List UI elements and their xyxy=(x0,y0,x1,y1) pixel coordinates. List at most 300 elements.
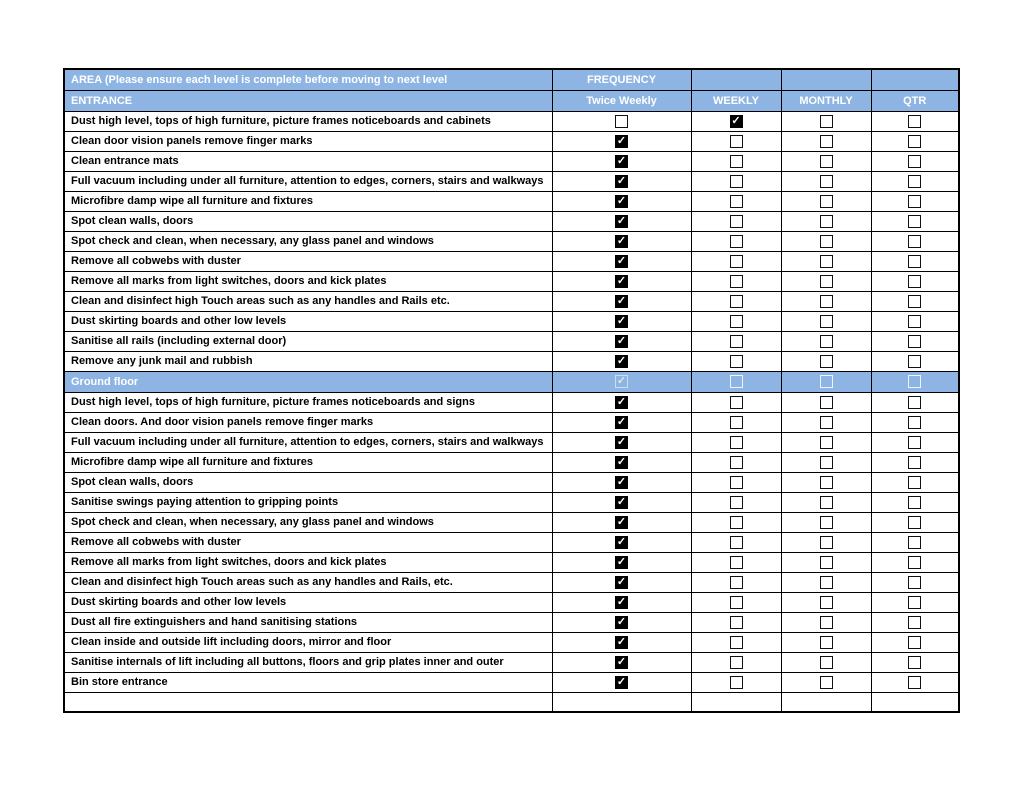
task-row xyxy=(64,311,959,331)
checkbox-checked[interactable]: ✓ xyxy=(616,254,627,267)
checkbox-unchecked[interactable] xyxy=(730,155,743,168)
checkbox-cell xyxy=(691,171,781,191)
task-row xyxy=(64,231,959,251)
checkbox-cell xyxy=(871,392,959,412)
checkbox-unchecked[interactable] xyxy=(908,255,921,268)
checkbox-unchecked[interactable] xyxy=(820,576,833,589)
checkbox-checked[interactable]: ✓ xyxy=(616,214,627,227)
checkbox-checked[interactable]: ✓ xyxy=(616,595,627,608)
checkbox-cell xyxy=(871,351,959,371)
checkbox-unchecked[interactable] xyxy=(730,596,743,609)
checkbox-checked[interactable]: ✓ xyxy=(616,134,627,147)
task-label: Dust high level, tops of high furniture, picture frames noticeboards and signs xyxy=(64,392,552,412)
checkbox-unchecked[interactable] xyxy=(730,456,743,469)
checkbox-unchecked[interactable] xyxy=(908,195,921,208)
checkbox-unchecked[interactable] xyxy=(730,536,743,549)
task-row xyxy=(64,191,959,211)
checkbox-cell xyxy=(871,492,959,512)
task-label: Remove all cobwebs with duster xyxy=(64,532,552,552)
checkbox-unchecked[interactable] xyxy=(820,596,833,609)
checkbox-cell xyxy=(871,572,959,592)
checkbox-unchecked[interactable] xyxy=(908,335,921,348)
checkbox-cell xyxy=(552,632,691,652)
checkbox-unchecked[interactable] xyxy=(730,576,743,589)
checkbox-unchecked[interactable] xyxy=(615,115,628,128)
checkbox-cell xyxy=(781,351,871,371)
checkbox-unchecked[interactable] xyxy=(730,556,743,569)
column-header-row xyxy=(64,90,959,111)
checkbox-checked[interactable]: ✓ xyxy=(616,655,627,668)
checkbox-unchecked[interactable] xyxy=(820,195,833,208)
checkbox-cell xyxy=(781,412,871,432)
task-row xyxy=(64,412,959,432)
checkbox-unchecked[interactable] xyxy=(730,396,743,409)
checkbox-unchecked[interactable] xyxy=(820,536,833,549)
empty-cell xyxy=(552,692,691,712)
checkbox-cell xyxy=(691,412,781,432)
checkbox-checked[interactable]: ✓ xyxy=(616,274,627,287)
checkbox-cell xyxy=(781,271,871,291)
task-label: Spot clean walls, doors xyxy=(64,211,552,231)
task-label: Spot check and clean, when necessary, any glass panel and windows xyxy=(64,512,552,532)
checkbox-unchecked[interactable] xyxy=(820,155,833,168)
checkbox-cell xyxy=(781,371,871,392)
task-row xyxy=(64,452,959,472)
checkbox-cell xyxy=(781,492,871,512)
checkbox-cell xyxy=(871,231,959,251)
checkbox-checked[interactable]: ✓ xyxy=(616,174,627,187)
empty-row xyxy=(64,692,959,712)
checkbox-checked[interactable]: ✓ xyxy=(616,615,627,628)
checkbox-unchecked[interactable] xyxy=(820,396,833,409)
area-header-cell: AREA (Please ensure each level is complete before moving to next level xyxy=(64,69,552,90)
task-row xyxy=(64,392,959,412)
task-label: Clean door vision panels remove finger marks xyxy=(64,131,552,151)
checkbox-checked[interactable]: ✓ xyxy=(616,515,627,528)
task-label: Clean and disinfect high Touch areas such as any handles and Rails etc. xyxy=(64,291,552,311)
checkbox-unchecked[interactable] xyxy=(908,556,921,569)
task-label: Sanitise swings paying attention to gripping points xyxy=(64,492,552,512)
task-label: Sanitise internals of lift including all buttons, floors and grip plates inner and outer xyxy=(64,652,552,672)
checkbox-cell xyxy=(871,532,959,552)
checkbox-cell xyxy=(871,331,959,351)
checkbox-cell xyxy=(691,311,781,331)
checkbox-cell xyxy=(552,231,691,251)
checkbox-unchecked[interactable] xyxy=(820,436,833,449)
checkbox-cell xyxy=(691,351,781,371)
checkbox-cell xyxy=(781,291,871,311)
empty-header-cell xyxy=(691,69,781,90)
checkbox-cell xyxy=(552,552,691,572)
checkbox-cell xyxy=(781,151,871,171)
checkbox-unchecked[interactable] xyxy=(820,456,833,469)
checkbox-cell xyxy=(691,392,781,412)
checkbox-cell xyxy=(781,171,871,191)
checkbox-checked[interactable]: ✓ xyxy=(616,354,627,367)
empty-cell xyxy=(691,692,781,712)
task-row xyxy=(64,351,959,371)
checkbox-checked[interactable]: ✓ xyxy=(616,555,627,568)
checkbox-unchecked[interactable] xyxy=(730,135,743,148)
checkbox-unchecked[interactable] xyxy=(820,636,833,649)
checkbox-unchecked[interactable] xyxy=(730,516,743,529)
checkbox-cell xyxy=(691,452,781,472)
task-row xyxy=(64,331,959,351)
task-row xyxy=(64,211,959,231)
checkbox-unchecked[interactable] xyxy=(730,295,743,308)
checkbox-cell xyxy=(552,331,691,351)
checkbox-cell xyxy=(871,432,959,452)
checkbox-cell xyxy=(781,512,871,532)
checkbox-cell xyxy=(691,492,781,512)
checkbox-unchecked[interactable] xyxy=(908,416,921,429)
task-row xyxy=(64,151,959,171)
checkbox-unchecked[interactable] xyxy=(908,295,921,308)
checkbox-cell xyxy=(871,472,959,492)
checkbox-cell xyxy=(781,131,871,151)
checkbox-unchecked[interactable] xyxy=(820,656,833,669)
checkbox-cell xyxy=(781,672,871,692)
checkbox-checked[interactable]: ✓ xyxy=(616,455,627,468)
checkbox-cell xyxy=(691,151,781,171)
task-label: Clean and disinfect high Touch areas such as any handles and Rails, etc. xyxy=(64,572,552,592)
checkbox-unchecked[interactable] xyxy=(908,576,921,589)
checkbox-unchecked[interactable] xyxy=(820,255,833,268)
checkbox-cell xyxy=(781,632,871,652)
checkbox-cell xyxy=(552,371,691,392)
column-header-monthly: MONTHLY xyxy=(781,90,871,111)
checkbox-cell xyxy=(871,191,959,211)
checkbox-unchecked[interactable] xyxy=(908,115,921,128)
empty-cell xyxy=(64,692,552,712)
checkbox-unchecked[interactable] xyxy=(730,355,743,368)
cleaning-checklist-table xyxy=(63,68,960,713)
checkbox-unchecked[interactable] xyxy=(820,676,833,689)
task-label: Dust all fire extinguishers and hand sanitising stations xyxy=(64,612,552,632)
checkbox-cell xyxy=(691,331,781,351)
task-label: Clean doors. And door vision panels remove finger marks xyxy=(64,412,552,432)
checkbox-unchecked[interactable] xyxy=(730,235,743,248)
checkbox-checked[interactable]: ✓ xyxy=(616,635,627,648)
checkbox-unchecked[interactable] xyxy=(820,556,833,569)
checkbox-cell xyxy=(552,452,691,472)
task-label: Full vacuum including under all furniture, attention to edges, corners, stairs and walkways xyxy=(64,171,552,191)
checkbox-cell xyxy=(691,371,781,392)
checkbox-unchecked[interactable] xyxy=(908,596,921,609)
checkbox-cell xyxy=(871,632,959,652)
checkbox-checked[interactable]: ✓ xyxy=(616,575,627,588)
checkbox-cell xyxy=(552,291,691,311)
checkbox-cell xyxy=(871,291,959,311)
checkbox-cell xyxy=(691,592,781,612)
checkbox-cell xyxy=(691,111,781,131)
checkbox-unchecked[interactable] xyxy=(730,616,743,629)
task-row xyxy=(64,171,959,191)
checkbox-cell xyxy=(781,472,871,492)
task-row xyxy=(64,111,959,131)
checkbox-cell xyxy=(871,512,959,532)
checkbox-cell xyxy=(871,131,959,151)
checkbox-cell xyxy=(871,211,959,231)
checkbox-checked[interactable]: ✓ xyxy=(731,114,741,127)
checkbox-cell xyxy=(781,251,871,271)
checkbox-cell xyxy=(552,131,691,151)
checkbox-cell xyxy=(552,171,691,191)
checkbox-cell xyxy=(552,111,691,131)
checkbox-unchecked[interactable] xyxy=(820,335,833,348)
checkbox-unchecked[interactable] xyxy=(908,175,921,188)
task-label: Spot check and clean, when necessary, any glass panel and windows xyxy=(64,231,552,251)
checkbox-checked[interactable]: ✓ xyxy=(616,535,627,548)
checkbox-unchecked[interactable] xyxy=(820,275,833,288)
checkbox-cell xyxy=(871,612,959,632)
checkbox-unchecked[interactable] xyxy=(820,616,833,629)
checkbox-unchecked[interactable] xyxy=(908,496,921,509)
checkbox-unchecked[interactable] xyxy=(820,375,833,388)
checkbox-cell xyxy=(552,672,691,692)
checkbox-unchecked[interactable] xyxy=(730,375,743,388)
checkbox-unchecked[interactable] xyxy=(908,135,921,148)
task-row xyxy=(64,672,959,692)
checkbox-cell xyxy=(781,612,871,632)
table-body xyxy=(64,111,959,712)
checkbox-checked[interactable]: ✓ xyxy=(616,154,627,167)
checkbox-unchecked[interactable] xyxy=(730,676,743,689)
task-label: Remove any junk mail and rubbish xyxy=(64,351,552,371)
checkbox-unchecked[interactable] xyxy=(908,396,921,409)
checkbox-checked[interactable]: ✓ xyxy=(616,495,627,508)
checkbox-cell xyxy=(552,412,691,432)
checkbox-cell xyxy=(871,271,959,291)
area-frequency-header-row xyxy=(64,69,959,90)
checkbox-cell xyxy=(871,311,959,331)
checkbox-cell xyxy=(871,151,959,171)
column-header-twice-weekly: Twice Weekly xyxy=(552,90,691,111)
checkbox-cell xyxy=(781,211,871,231)
checkbox-unchecked[interactable] xyxy=(908,355,921,368)
checkbox-cell xyxy=(691,131,781,151)
checkbox-cell xyxy=(781,231,871,251)
empty-cell xyxy=(871,692,959,712)
checkbox-unchecked[interactable] xyxy=(730,215,743,228)
checkbox-checked[interactable]: ✓ xyxy=(616,415,627,428)
task-row xyxy=(64,572,959,592)
checkbox-checked[interactable]: ✓ xyxy=(616,294,627,307)
checkbox-unchecked[interactable] xyxy=(730,476,743,489)
task-label: Clean inside and outside lift including doors, mirror and floor xyxy=(64,632,552,652)
task-label: Spot clean walls, doors xyxy=(64,472,552,492)
checkbox-unchecked[interactable] xyxy=(820,315,833,328)
checkbox-cell xyxy=(871,111,959,131)
checkbox-checked[interactable]: ✓ xyxy=(616,194,627,207)
task-row xyxy=(64,652,959,672)
checkbox-cell xyxy=(552,311,691,331)
checkbox-checked[interactable]: ✓ xyxy=(616,375,627,387)
checkbox-cell xyxy=(781,111,871,131)
checkbox-unchecked[interactable] xyxy=(908,636,921,649)
task-label: Remove all marks from light switches, doors and kick plates xyxy=(64,552,552,572)
checkbox-cell xyxy=(691,672,781,692)
checkbox-cell xyxy=(691,612,781,632)
checkbox-cell xyxy=(552,572,691,592)
checkbox-unchecked[interactable] xyxy=(908,155,921,168)
checkbox-unchecked[interactable] xyxy=(908,436,921,449)
checkbox-cell xyxy=(552,532,691,552)
checkbox-cell xyxy=(691,472,781,492)
checkbox-unchecked[interactable] xyxy=(908,215,921,228)
task-label: Full vacuum including under all furniture, attention to edges, corners, stairs and walkways xyxy=(64,432,552,452)
task-row xyxy=(64,552,959,572)
checkbox-cell xyxy=(552,392,691,412)
checkbox-unchecked[interactable] xyxy=(820,416,833,429)
checkbox-unchecked[interactable] xyxy=(820,496,833,509)
checkbox-cell xyxy=(781,572,871,592)
empty-header-cell xyxy=(781,69,871,90)
checkbox-unchecked[interactable] xyxy=(908,476,921,489)
checkbox-unchecked[interactable] xyxy=(908,616,921,629)
task-label: Remove all marks from light switches, doors and kick plates xyxy=(64,271,552,291)
column-header-weekly: WEEKLY xyxy=(691,90,781,111)
checkbox-checked[interactable]: ✓ xyxy=(616,314,627,327)
checkbox-unchecked[interactable] xyxy=(908,375,921,388)
checkbox-cell xyxy=(691,432,781,452)
checkbox-cell xyxy=(552,211,691,231)
checkbox-cell xyxy=(781,311,871,331)
checkbox-cell xyxy=(691,552,781,572)
checkbox-checked[interactable]: ✓ xyxy=(616,334,627,347)
task-row xyxy=(64,632,959,652)
task-row xyxy=(64,492,959,512)
section-entrance-header: ENTRANCE xyxy=(64,90,552,111)
checkbox-unchecked[interactable] xyxy=(908,516,921,529)
frequency-header-cell: FREQUENCY xyxy=(552,69,691,90)
task-label: Microfibre damp wipe all furniture and fixtures xyxy=(64,452,552,472)
checkbox-cell xyxy=(552,251,691,271)
checkbox-cell xyxy=(552,652,691,672)
checkbox-checked[interactable]: ✓ xyxy=(616,395,627,408)
checkbox-cell xyxy=(552,351,691,371)
checkbox-cell xyxy=(691,572,781,592)
checkbox-unchecked[interactable] xyxy=(730,335,743,348)
checkbox-cell xyxy=(871,412,959,432)
checkbox-cell xyxy=(781,652,871,672)
column-header-qtr: QTR xyxy=(871,90,959,111)
checkbox-unchecked[interactable] xyxy=(820,295,833,308)
checkbox-cell xyxy=(691,271,781,291)
checkbox-checked[interactable]: ✓ xyxy=(616,475,627,488)
task-label: Clean entrance mats xyxy=(64,151,552,171)
checkbox-cell xyxy=(871,171,959,191)
checkbox-unchecked[interactable] xyxy=(820,215,833,228)
checkbox-cell xyxy=(552,271,691,291)
checkbox-checked[interactable]: ✓ xyxy=(616,234,627,247)
checkbox-unchecked[interactable] xyxy=(730,315,743,328)
checkbox-cell xyxy=(691,251,781,271)
checkbox-unchecked[interactable] xyxy=(730,636,743,649)
checkbox-unchecked[interactable] xyxy=(820,476,833,489)
checkbox-unchecked[interactable] xyxy=(730,255,743,268)
task-label: Bin store entrance xyxy=(64,672,552,692)
checkbox-cell xyxy=(691,291,781,311)
checkbox-cell xyxy=(871,552,959,572)
checkbox-unchecked[interactable] xyxy=(820,235,833,248)
checkbox-unchecked[interactable] xyxy=(820,175,833,188)
checkbox-cell xyxy=(871,452,959,472)
checkbox-cell xyxy=(691,191,781,211)
task-row xyxy=(64,612,959,632)
checkbox-unchecked[interactable] xyxy=(730,416,743,429)
checkbox-checked[interactable]: ✓ xyxy=(616,435,627,448)
checkbox-unchecked[interactable] xyxy=(820,115,833,128)
task-row xyxy=(64,291,959,311)
checkbox-cell xyxy=(691,532,781,552)
task-row xyxy=(64,131,959,151)
checkbox-cell xyxy=(552,472,691,492)
checkbox-cell xyxy=(781,432,871,452)
checkbox-unchecked[interactable] xyxy=(730,195,743,208)
empty-header-cell xyxy=(871,69,959,90)
checkbox-unchecked[interactable] xyxy=(820,355,833,368)
checkbox-unchecked[interactable] xyxy=(908,275,921,288)
checkbox-unchecked[interactable] xyxy=(730,175,743,188)
checkbox-cell xyxy=(691,512,781,532)
task-label: Dust high level, tops of high furniture, picture frames noticeboards and cabinets xyxy=(64,111,552,131)
task-row xyxy=(64,271,959,291)
checkbox-cell xyxy=(781,532,871,552)
checkbox-cell xyxy=(691,632,781,652)
checkbox-cell xyxy=(871,672,959,692)
checkbox-cell xyxy=(781,452,871,472)
checkbox-unchecked[interactable] xyxy=(730,436,743,449)
checkbox-unchecked[interactable] xyxy=(730,656,743,669)
checkbox-cell xyxy=(781,552,871,572)
task-label: Dust skirting boards and other low levels xyxy=(64,592,552,612)
checkbox-cell xyxy=(781,592,871,612)
task-label: Microfibre damp wipe all furniture and fixtures xyxy=(64,191,552,211)
checkbox-unchecked[interactable] xyxy=(730,275,743,288)
checkbox-unchecked[interactable] xyxy=(820,516,833,529)
task-row xyxy=(64,532,959,552)
section-header-row xyxy=(64,371,959,392)
checkbox-cell xyxy=(552,612,691,632)
task-label: Sanitise all rails (including external door) xyxy=(64,331,552,351)
task-label: Remove all cobwebs with duster xyxy=(64,251,552,271)
checkbox-unchecked[interactable] xyxy=(908,536,921,549)
checkbox-checked[interactable]: ✓ xyxy=(616,675,627,688)
checkbox-unchecked[interactable] xyxy=(730,496,743,509)
checkbox-cell xyxy=(552,492,691,512)
checkbox-unchecked[interactable] xyxy=(908,235,921,248)
checkbox-unchecked[interactable] xyxy=(908,676,921,689)
task-row xyxy=(64,251,959,271)
checkbox-unchecked[interactable] xyxy=(908,656,921,669)
checkbox-unchecked[interactable] xyxy=(820,135,833,148)
section-title: Ground floor xyxy=(64,371,552,392)
empty-cell xyxy=(781,692,871,712)
checkbox-cell xyxy=(552,432,691,452)
checkbox-unchecked[interactable] xyxy=(908,456,921,469)
checkbox-cell xyxy=(781,392,871,412)
checklist-table xyxy=(63,68,960,713)
task-row xyxy=(64,432,959,452)
checkbox-cell xyxy=(691,652,781,672)
checkbox-cell xyxy=(871,371,959,392)
task-row xyxy=(64,472,959,492)
checkbox-unchecked[interactable] xyxy=(908,315,921,328)
checkbox-cell xyxy=(871,592,959,612)
task-row xyxy=(64,512,959,532)
checkbox-cell xyxy=(691,211,781,231)
